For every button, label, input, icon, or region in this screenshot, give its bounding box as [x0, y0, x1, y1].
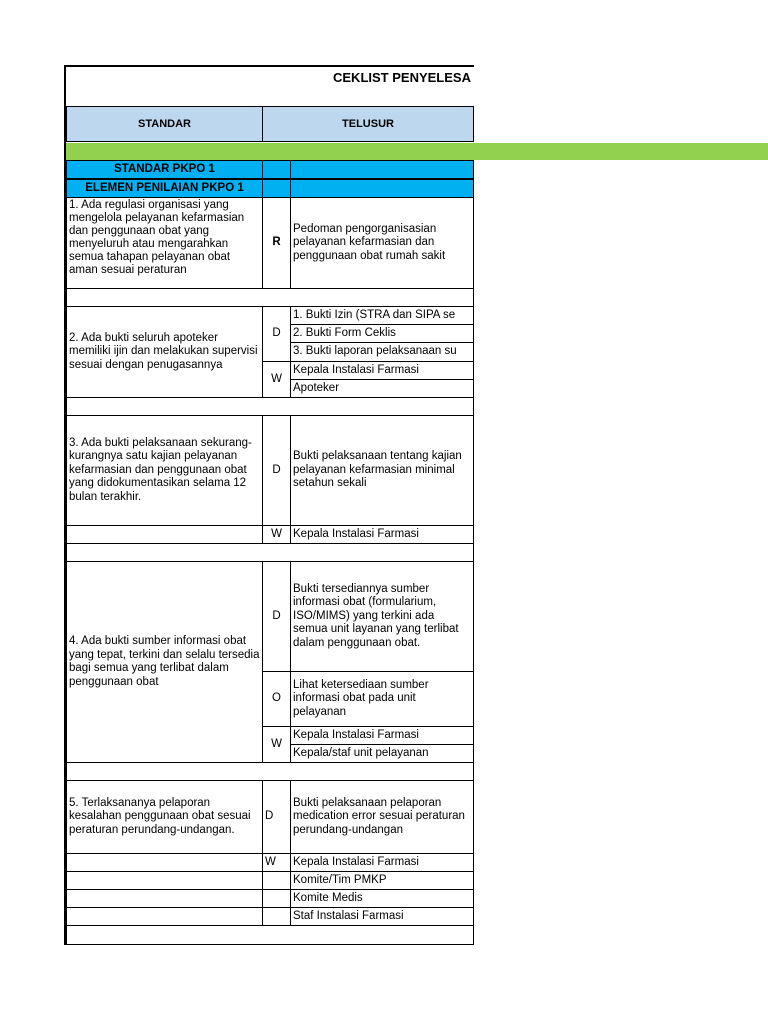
item-2-telusur-d-1[interactable]: 1. Bukti Izin (STRA dan SIPA se [290, 306, 474, 325]
item-5-telusur-w-1[interactable]: Kepala Instalasi Farmasi [290, 853, 474, 872]
item-5-standar[interactable]: 5. Terlaksananya pelaporan kesalahan penggunaan obat sesuai peraturan perundang-undangan. [66, 780, 263, 854]
section-divider-bar [66, 143, 768, 160]
blank-cell[interactable] [66, 889, 263, 908]
item-2-standar[interactable]: 2. Ada bukti seluruh apoteker memiliki ijin dan melakukan supervisi sesuai dengan penugasannya [66, 306, 263, 398]
item-5-telusur-w-3[interactable]: Komite Medis [290, 889, 474, 908]
header-standar[interactable]: STANDAR [66, 106, 263, 142]
item-1-code-r[interactable]: R [262, 197, 291, 289]
item-2-telusur-d-2[interactable]: 2. Bukti Form Ceklis [290, 324, 474, 343]
blank-cell[interactable] [262, 179, 291, 198]
item-5-telusur-w-2[interactable]: Komite/Tim PMKP [290, 871, 474, 890]
blank-cell[interactable] [66, 907, 263, 926]
blank-cell[interactable] [262, 160, 291, 179]
spacer-row[interactable] [66, 543, 474, 562]
item-4-code-w[interactable]: W [262, 726, 291, 763]
item-3-telusur-w[interactable]: Kepala Instalasi Farmasi [290, 525, 474, 544]
blank-cell[interactable] [66, 853, 263, 872]
item-3-telusur-d[interactable]: Bukti pelaksanaan tentang kajian pelayanan kefarmasian minimal setahun sekali [290, 415, 474, 526]
item-2-telusur-w-2[interactable]: Apoteker [290, 379, 474, 398]
item-4-telusur-w-1[interactable]: Kepala Instalasi Farmasi [290, 726, 474, 745]
item-2-code-d[interactable]: D [262, 306, 291, 362]
item-2-code-w[interactable]: W [262, 361, 291, 398]
blank-cell[interactable] [290, 160, 474, 179]
blank-cell[interactable] [262, 871, 291, 890]
page-title: CEKLIST PENYELESA [333, 70, 471, 85]
item-5-telusur-w-4[interactable]: Staf Instalasi Farmasi [290, 907, 474, 926]
item-1-telusur[interactable]: Pedoman pengorganisasian pelayanan kefarmasian dan penggunaan obat rumah sakit [290, 197, 474, 289]
elemen-penilaian-label[interactable]: ELEMEN PENILAIAN PKPO 1 [66, 179, 263, 198]
spacer-row[interactable] [66, 288, 474, 307]
spacer-row[interactable] [66, 925, 474, 945]
blank-cell[interactable] [262, 889, 291, 908]
spacer-row[interactable] [66, 397, 474, 416]
item-3-code-w[interactable]: W [262, 525, 291, 544]
item-5-telusur-d[interactable]: Bukti pelaksanaan pelaporan medication error sesuai peraturan perundang-undangan [290, 780, 474, 854]
blank-cell[interactable] [66, 525, 263, 544]
spacer-row[interactable] [66, 762, 474, 781]
item-3-code-d[interactable]: D [262, 415, 291, 526]
item-4-telusur-o[interactable]: Lihat ketersediaan sumber informasi obat pada unit pelayanan [290, 671, 474, 727]
standar-pkpo-label[interactable]: STANDAR PKPO 1 [66, 160, 263, 179]
item-2-telusur-w-1[interactable]: Kepala Instalasi Farmasi [290, 361, 474, 380]
header-telusur[interactable]: TELUSUR [262, 106, 474, 142]
item-1-standar[interactable]: 1. Ada regulasi organisasi yang mengelola pelayanan kefarmasian dan penggunaan obat yang menyeluruh atau mengarahkan semua tahapan pelayanan obat aman sesuai peraturan [66, 197, 263, 289]
blank-cell[interactable] [290, 179, 474, 198]
item-5-code-w[interactable]: W [262, 853, 291, 872]
item-4-standar[interactable]: 4. Ada bukti sumber informasi obat yang tepat, terkini dan selalu tersedia bagi semua yang terlibat dalam penggunaan obat [66, 561, 263, 763]
item-4-code-o[interactable]: O [262, 671, 291, 727]
item-2-telusur-d-3[interactable]: 3. Bukti laporan pelaksanaan su [290, 342, 474, 362]
blank-cell[interactable] [66, 871, 263, 890]
item-4-telusur-d[interactable]: Bukti tersediannya sumber informasi obat (formularium, ISO/MIMS) yang terkini ada semua unit layanan yang terlibat dalam penggunaan obat. [290, 561, 474, 672]
item-5-code-d[interactable]: D [262, 780, 291, 854]
item-4-code-d[interactable]: D [262, 561, 291, 672]
item-3-standar[interactable]: 3. Ada bukti pelaksanaan sekurang-kurangnya satu kajian pelayanan kefarmasian dan penggunaan obat yang didokumentasikan selama 12 bulan terakhir. [66, 415, 263, 526]
blank-cell[interactable] [262, 907, 291, 926]
item-4-telusur-w-2[interactable]: Kepala/staf unit pelayanan [290, 744, 474, 763]
